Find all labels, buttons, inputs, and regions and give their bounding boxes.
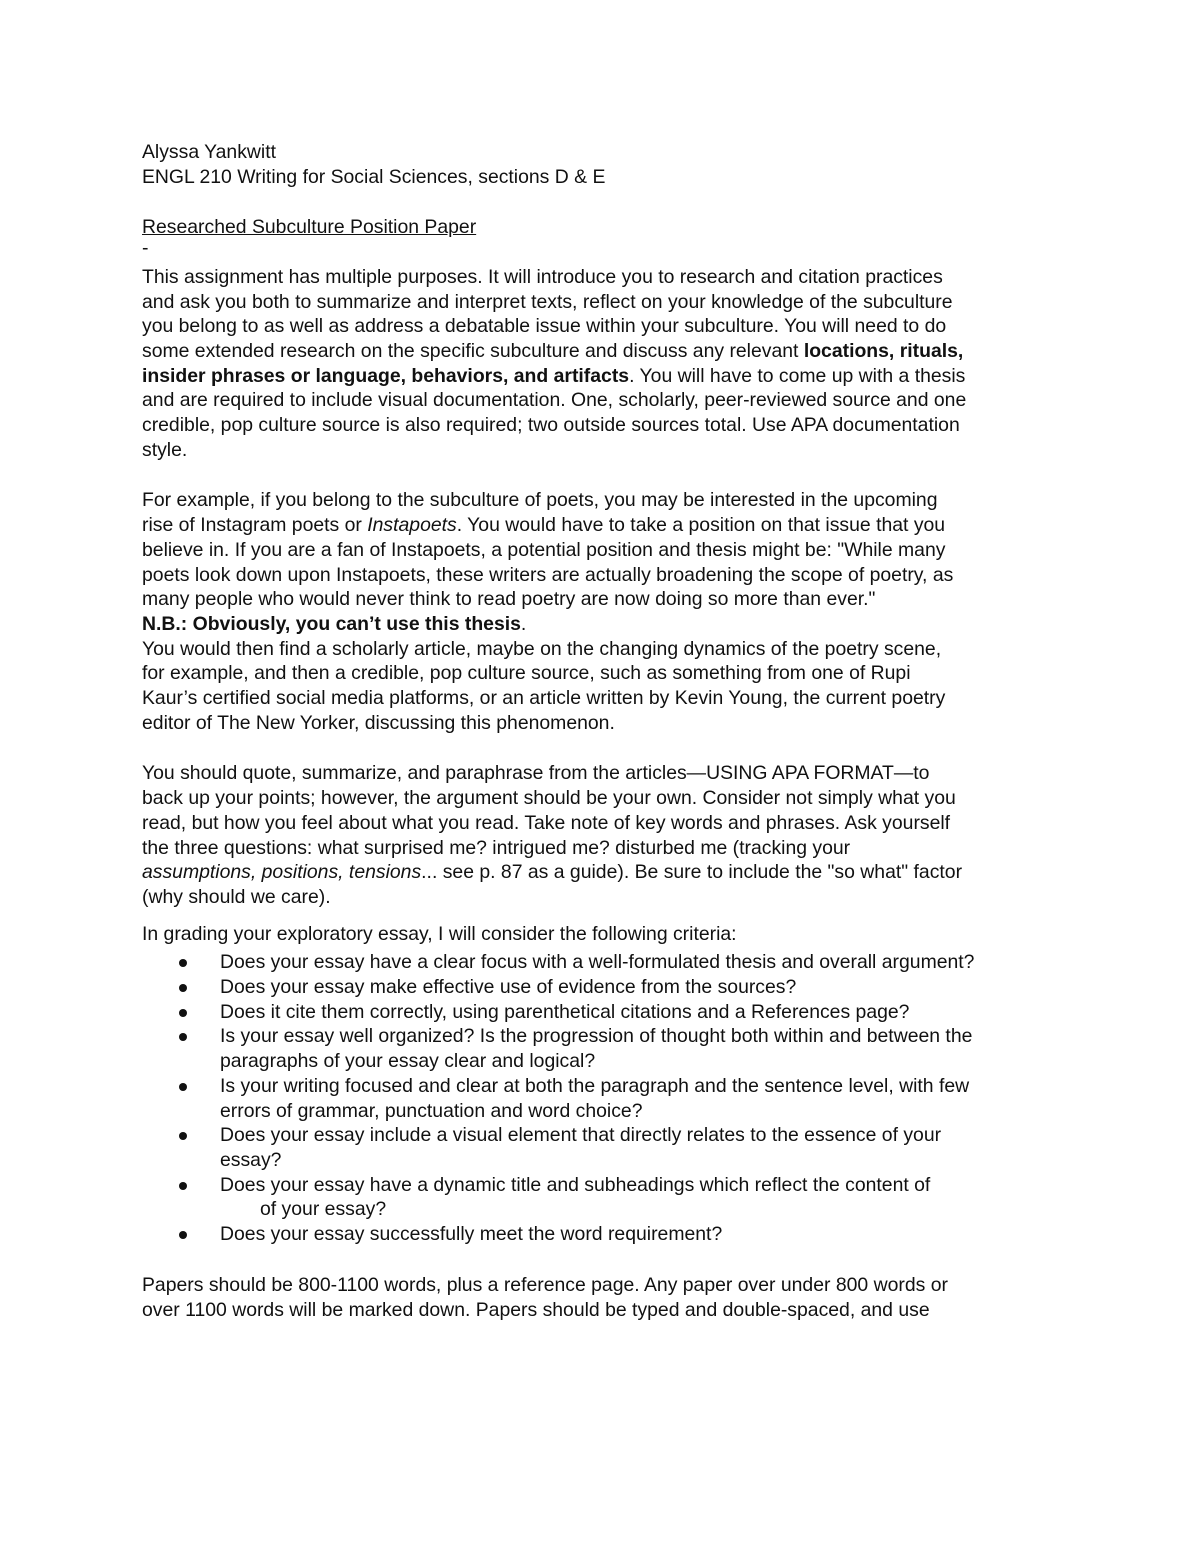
list-item: [142, 1222, 1072, 1247]
text-line: You would then find a scholarly article, maybe on the changing dynamics of the poetry scene,: [142, 637, 942, 660]
list-item-text: Does it cite them correctly, using parenthetical citations and a References page?: [220, 1000, 910, 1023]
text-run: some extended research on the specific subculture and discuss any relevant: [142, 339, 804, 362]
nb-line: [142, 612, 1072, 637]
dash-mark: -: [142, 237, 149, 260]
text-line: credible, pop culture source is also required; two outside sources total. Use APA documentation: [142, 414, 960, 437]
text-line: read, but how you feel about what you read. Take note of key words and phrases. Ask yourself: [142, 811, 951, 834]
author-name: Alyssa Yankwitt: [142, 141, 276, 163]
spacer: [142, 735, 1072, 761]
text-run: rise of Instagram poets or: [142, 514, 368, 537]
italic-run: assumptions, positions, tensions: [142, 861, 422, 884]
text-line: you belong to as well as address a debatable issue within your subculture. You will need to do: [142, 315, 947, 338]
text-line: over 1100 words will be marked down. Papers should be typed and double-spaced, and use: [142, 1298, 930, 1321]
list-item-text: Does your essay have a clear focus with a well-formulated thesis and overall argument?: [220, 951, 975, 974]
papers-paragraph: [142, 1273, 1072, 1322]
grading-intro: In grading your exploratory essay, I will consider the following criteria:: [142, 922, 737, 945]
bullet-icon: [179, 984, 187, 992]
text-line: [142, 860, 1072, 885]
bold-run: insider phrases or language, behaviors, and artifacts: [142, 364, 630, 387]
list-item: [142, 975, 1072, 1000]
list-item: [142, 1000, 1072, 1025]
text-line: You should quote, summarize, and paraphrase from the articles—USING APA FORMAT—to: [142, 762, 930, 785]
text-line: [142, 513, 1072, 538]
text-run: ... see p. 87 as a guide). Be sure to include the "so what" factor: [421, 861, 963, 884]
assignment-title: Researched Subculture Position Paper: [142, 216, 477, 239]
text-line: [142, 339, 1072, 364]
italic-run: Instapoets: [367, 514, 457, 537]
spacer: [142, 1247, 1072, 1273]
text-line: editor of The New Yorker, discussing this phenomenon.: [142, 711, 615, 734]
list-item-text: Does your essay have a dynamic title and subheadings which reflect the content of: [220, 1173, 931, 1196]
text-line: back up your points; however, the argument should be your own. Consider not simply what you: [142, 787, 956, 810]
example-paragraph: [142, 488, 1072, 735]
list-item: [142, 1024, 1072, 1073]
text-run: .: [520, 612, 527, 635]
bullet-icon: [179, 959, 187, 967]
list-item-text: essay?: [220, 1149, 282, 1171]
text-line: Papers should be 800-1100 words, plus a reference page. Any paper over under 800 words or: [142, 1273, 948, 1296]
spacer: [142, 910, 1072, 922]
text-run: . You would have to take a position on that issue that you: [456, 514, 946, 537]
bullet-icon: [179, 1132, 187, 1140]
course-line: ENGL 210 Writing for Social Sciences, sections D & E: [142, 165, 606, 188]
criteria-list: [142, 950, 1072, 1246]
list-item: [142, 1074, 1072, 1123]
list-item-text: Is your essay well organized? Is the progression of thought both within and between the: [220, 1025, 973, 1048]
bullet-icon: [179, 1033, 187, 1041]
intro-paragraph: [142, 265, 1072, 463]
list-item-text: of your essay?: [260, 1198, 387, 1221]
list-item-text: Does your essay make effective use of evidence from the sources?: [220, 976, 797, 999]
list-item-text: paragraphs of your essay clear and logical?: [220, 1050, 596, 1073]
text-line: the three questions: what surprised me? intrigued me? disturbed me (tracking your: [142, 836, 851, 859]
text-line: poets look down upon Instapoets, these writers are actually broadening the scope of poetry, as: [142, 563, 954, 586]
text-line: believe in. If you are a fan of Instapoets, a potential position and thesis might be: "While many: [142, 538, 946, 561]
list-item: [142, 1173, 1072, 1222]
list-item: [142, 1123, 1072, 1172]
bullet-icon: [179, 1009, 187, 1017]
text-line: style.: [142, 438, 188, 461]
list-item-text: Does your essay successfully meet the word requirement?: [220, 1223, 723, 1246]
text-line: [142, 364, 1072, 389]
bold-run: locations, rituals,: [803, 339, 964, 362]
bullet-icon: [179, 1083, 187, 1091]
text-line: (why should we care).: [142, 885, 331, 908]
nb-note: N.B.: Obviously, you can’t use this thesis: [142, 612, 521, 635]
text-line: This assignment has multiple purposes. It will introduce you to research and citation practices: [142, 265, 943, 288]
text-run: . You will have to come up with a thesis: [629, 364, 966, 387]
text-line: Kaur’s certified social media platforms, or an article written by Kevin Young, the current poetry: [142, 687, 946, 710]
list-item: [142, 950, 1072, 975]
bullet-icon: [179, 1182, 187, 1190]
text-line: and ask you both to summarize and interpret texts, reflect on your knowledge of the subculture: [142, 290, 953, 313]
text-line: for example, and then a credible, pop culture source, such as something from one of Rupi: [142, 662, 911, 685]
spacer: [142, 462, 1072, 488]
list-item-text: Is your writing focused and clear at both the paragraph and the sentence level, with few: [220, 1074, 970, 1097]
list-item-text: errors of grammar, punctuation and word choice?: [220, 1099, 643, 1122]
spacer: [142, 189, 1072, 215]
text-line: many people who would never think to read poetry are now doing so more than ever.": [142, 588, 876, 611]
quote-paragraph: [142, 761, 1072, 909]
text-line: and are required to include visual documentation. One, scholarly, peer-reviewed source and one: [142, 389, 967, 412]
document-page: [142, 140, 1072, 1322]
text-line: For example, if you belong to the subculture of poets, you may be interested in the upcoming: [142, 489, 938, 512]
list-item-text: Does your essay include a visual element that directly relates to the essence of your: [220, 1124, 942, 1147]
bullet-icon: [179, 1231, 187, 1239]
